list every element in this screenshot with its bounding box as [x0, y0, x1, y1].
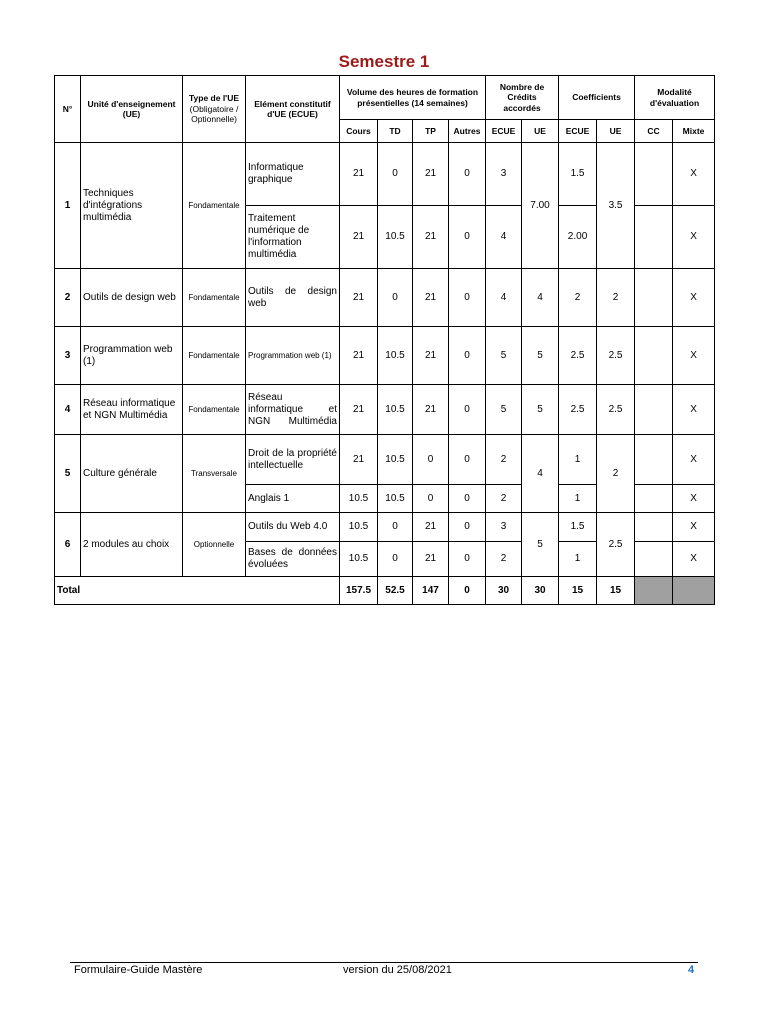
- header-credits-ue: UE: [522, 120, 559, 143]
- cell-td: 10.5: [378, 485, 413, 513]
- cell-credits-ecue: 2: [486, 435, 522, 485]
- cell-coef-ue: 2.5: [597, 513, 635, 577]
- ue-type: Transversale: [183, 435, 246, 513]
- total-coef-ue: 15: [597, 577, 635, 605]
- cell-cc: [635, 327, 673, 385]
- cell-cours: 10.5: [340, 513, 378, 542]
- header-coef-ue: UE: [597, 120, 635, 143]
- ue-num: 2: [55, 269, 81, 327]
- ecue-name: Outils du Web 4.0: [246, 513, 340, 542]
- footer-divider: [70, 962, 698, 963]
- cell-credits-ecue: 5: [486, 385, 522, 435]
- cell-coef-ue: 2.5: [597, 327, 635, 385]
- cell-autres: 0: [449, 513, 486, 542]
- cell-coef-ecue: 1.5: [559, 513, 597, 542]
- cell-credits-ecue: 3: [486, 513, 522, 542]
- total-credits-ecue: 30: [486, 577, 522, 605]
- header-mixte: Mixte: [673, 120, 715, 143]
- cell-mixte: X: [673, 269, 715, 327]
- cell-cours: 21: [340, 143, 378, 206]
- header-credits-ecue: ECUE: [486, 120, 522, 143]
- cell-mixte: X: [673, 485, 715, 513]
- cell-coef-ue: 2.5: [597, 385, 635, 435]
- cell-mixte: X: [673, 542, 715, 577]
- cell-credits-ecue: 4: [486, 206, 522, 269]
- cell-credits-ecue: 3: [486, 143, 522, 206]
- table-row: [55, 269, 715, 327]
- table-row: [55, 435, 715, 485]
- ue-type: Fondamentale: [183, 143, 246, 269]
- cell-cc: [635, 269, 673, 327]
- ue-type: Fondamentale: [183, 327, 246, 385]
- ecue-name: Anglais 1: [246, 485, 340, 513]
- total-cours: 157.5: [340, 577, 378, 605]
- header-type-line2: (Obligatoire / Optionnelle): [189, 103, 239, 125]
- cell-credits-ecue: 2: [486, 542, 522, 577]
- cell-tp: 21: [413, 206, 449, 269]
- ecue-name: Programmation web (1): [246, 327, 340, 385]
- ecue-name: Outils de design web: [246, 269, 340, 327]
- table-row: [55, 513, 715, 542]
- header-coefficients: Coefficients: [559, 76, 635, 120]
- cell-tp: 0: [413, 435, 449, 485]
- ue-name: 2 modules au choix: [81, 513, 183, 577]
- cell-credits-ue: 5: [522, 513, 559, 577]
- footer-version: version du 25/08/2021: [343, 964, 452, 976]
- cell-coef-ecue: 2.00: [559, 206, 597, 269]
- cell-tp: 21: [413, 327, 449, 385]
- cell-credits-ecue: 5: [486, 327, 522, 385]
- cell-cours: 10.5: [340, 485, 378, 513]
- total-label: Total: [55, 577, 340, 605]
- cell-tp: 21: [413, 143, 449, 206]
- cell-td: 10.5: [378, 435, 413, 485]
- cell-coef-ecue: 1: [559, 435, 597, 485]
- cell-credits-ue: 5: [522, 385, 559, 435]
- cell-cc: [635, 542, 673, 577]
- header-cours: Cours: [340, 120, 378, 143]
- cell-td: 10.5: [378, 327, 413, 385]
- header-coef-ecue: ECUE: [559, 120, 597, 143]
- cell-cours: 10.5: [340, 542, 378, 577]
- ecue-name: Bases de données évoluées: [246, 542, 340, 577]
- cell-tp: 0: [413, 485, 449, 513]
- cell-tp: 21: [413, 269, 449, 327]
- cell-cours: 21: [340, 206, 378, 269]
- cell-coef-ue: 2: [597, 435, 635, 513]
- total-tp: 147: [413, 577, 449, 605]
- header-credits: Nombre de Crédits accordés: [486, 76, 559, 120]
- cell-tp: 21: [413, 542, 449, 577]
- cell-credits-ue: 5: [522, 327, 559, 385]
- page-title: Semestre 1: [338, 52, 430, 71]
- cell-td: 0: [378, 513, 413, 542]
- cell-coef-ue: 3.5: [597, 143, 635, 269]
- cell-cours: 21: [340, 435, 378, 485]
- cell-coef-ecue: 1: [559, 485, 597, 513]
- header-ecue: Elément constitutif d'UE (ECUE): [246, 76, 340, 143]
- cell-cc: [635, 485, 673, 513]
- cell-td: 0: [378, 269, 413, 327]
- cell-coef-ecue: 2: [559, 269, 597, 327]
- ue-type: Optionnelle: [183, 513, 246, 577]
- semester-table: [54, 75, 715, 605]
- cell-cc: [635, 143, 673, 206]
- table-row: [55, 143, 715, 206]
- ue-num: 3: [55, 327, 81, 385]
- cell-cc: [635, 206, 673, 269]
- cell-mixte: X: [673, 385, 715, 435]
- cell-cours: 21: [340, 327, 378, 385]
- cell-autres: 0: [449, 485, 486, 513]
- ue-num: 1: [55, 143, 81, 269]
- header-cc: CC: [635, 120, 673, 143]
- ue-name: Programmation web (1): [81, 327, 183, 385]
- cell-coef-ue: 2: [597, 269, 635, 327]
- cell-cc: [635, 513, 673, 542]
- total-mixte-shaded: [673, 577, 715, 605]
- cell-mixte: X: [673, 435, 715, 485]
- cell-cc: [635, 435, 673, 485]
- ecue-name: Informatique graphique: [246, 143, 340, 206]
- cell-autres: 0: [449, 327, 486, 385]
- ue-num: 6: [55, 513, 81, 577]
- cell-credits-ue: 7.00: [522, 143, 559, 269]
- total-td: 52.5: [378, 577, 413, 605]
- total-cc-shaded: [635, 577, 673, 605]
- header-type: [183, 76, 246, 143]
- header-volume: Volume des heures de formation présentielles (14 semaines): [340, 76, 486, 120]
- cell-td: 0: [378, 542, 413, 577]
- cell-mixte: X: [673, 327, 715, 385]
- ue-name: Culture générale: [81, 435, 183, 513]
- header-ue: Unité d'enseignement (UE): [81, 76, 183, 143]
- total-coef-ecue: 15: [559, 577, 597, 605]
- cell-autres: 0: [449, 206, 486, 269]
- ue-num: 5: [55, 435, 81, 513]
- cell-autres: 0: [449, 269, 486, 327]
- cell-td: 10.5: [378, 385, 413, 435]
- cell-coef-ecue: 1: [559, 542, 597, 577]
- ecue-name: Traitement numérique de l'information multimédia: [246, 206, 340, 269]
- header-tp: TP: [413, 120, 449, 143]
- table-row: [55, 385, 715, 435]
- header-num: N°: [55, 76, 81, 143]
- ue-name: Réseau informatique et NGN Multimédia: [81, 385, 183, 435]
- footer-doc-title: Formulaire-Guide Mastère: [74, 964, 203, 976]
- total-autres: 0: [449, 577, 486, 605]
- cell-coef-ecue: 2.5: [559, 385, 597, 435]
- header-autres: Autres: [449, 120, 486, 143]
- ue-type: Fondamentale: [183, 269, 246, 327]
- ue-name: Outils de design web: [81, 269, 183, 327]
- ecue-name: Droit de la propriété intellectuelle: [246, 435, 340, 485]
- page-number: 4: [688, 964, 695, 976]
- cell-autres: 0: [449, 385, 486, 435]
- header-modalite: Modalité d'évaluation: [635, 76, 715, 120]
- cell-cc: [635, 385, 673, 435]
- cell-cours: 21: [340, 269, 378, 327]
- cell-credits-ecue: 2: [486, 485, 522, 513]
- cell-autres: 0: [449, 143, 486, 206]
- cell-tp: 21: [413, 385, 449, 435]
- cell-mixte: X: [673, 513, 715, 542]
- total-row: [55, 577, 715, 605]
- ecue-name: Réseau informatique et NGN Multimédia: [246, 385, 340, 435]
- cell-credits-ue: 4: [522, 435, 559, 513]
- cell-coef-ecue: 2.5: [559, 327, 597, 385]
- ue-num: 4: [55, 385, 81, 435]
- ue-name: Techniques d'intégrations multimédia: [81, 143, 183, 269]
- cell-autres: 0: [449, 435, 486, 485]
- header-td: TD: [378, 120, 413, 143]
- cell-tp: 21: [413, 513, 449, 542]
- cell-td: 10.5: [378, 206, 413, 269]
- cell-td: 0: [378, 143, 413, 206]
- cell-credits-ecue: 4: [486, 269, 522, 327]
- cell-mixte: X: [673, 206, 715, 269]
- ue-type: Fondamentale: [183, 385, 246, 435]
- header-type-line1: Type de l'UE: [188, 93, 240, 104]
- cell-credits-ue: 4: [522, 269, 559, 327]
- header-row-1: [55, 76, 715, 120]
- total-credits-ue: 30: [522, 577, 559, 605]
- cell-cours: 21: [340, 385, 378, 435]
- cell-mixte: X: [673, 143, 715, 206]
- cell-coef-ecue: 1.5: [559, 143, 597, 206]
- table-row: [55, 327, 715, 385]
- cell-autres: 0: [449, 542, 486, 577]
